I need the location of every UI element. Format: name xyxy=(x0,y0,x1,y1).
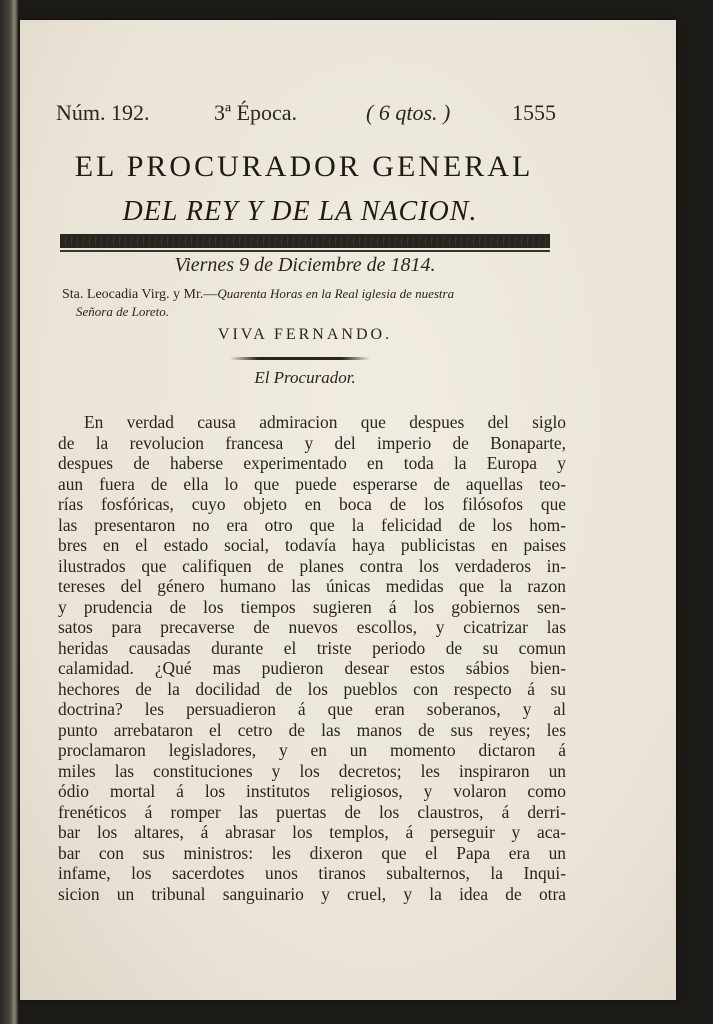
book-spine-edge xyxy=(0,0,18,1024)
issue-date: Viernes 9 de Diciembre de 1814. xyxy=(174,254,436,276)
issue-header xyxy=(56,100,556,130)
article-line: y prudencia de los tiempos sugieren á los gobiernos sen- xyxy=(58,596,566,617)
article-line: miles las constituciones y los decretos; les inspiraron un xyxy=(58,760,566,781)
saints-line-2: Señora de Loreto. xyxy=(76,304,170,319)
quarters-label: ( 6 qtos. ) xyxy=(366,100,451,125)
epoch-label: 3ª Época. xyxy=(214,100,298,125)
article-line: punto arrebataron el cetro de las manos de sus reyes; les xyxy=(58,719,566,740)
masthead-title: EL PROCURADOR GENERAL xyxy=(74,150,534,183)
section-title: El Procurador. xyxy=(254,368,356,387)
ornament-rule xyxy=(230,357,370,360)
newspaper-page xyxy=(20,20,676,1000)
article-body xyxy=(58,412,566,904)
saints-text: Sta. Leocadia Virg. y Mr.— xyxy=(62,287,218,302)
show-through-text xyxy=(560,170,676,450)
article-line: heridas causadas durante el triste periodo de su comun xyxy=(58,637,566,658)
article-line: aun fuera de ella lo que puede esperarse de aquellas teo- xyxy=(58,473,566,494)
article-line: bar los altares, á abrasar los templos, á perseguir y aca- xyxy=(58,822,566,842)
masthead-rule-thin xyxy=(60,250,550,252)
article-line: bres en el estado social, todavía haya publicistas en paises xyxy=(58,535,566,555)
article-line: satos para precaverse de nuevos escollos, y cicatrizar las xyxy=(58,617,566,637)
article-line: ódio mortal á los institutos religiosos, y volaron como xyxy=(58,781,566,801)
article-line: despues de haberse experimentado en toda la Europa y xyxy=(58,453,566,473)
article-line: doctrina? les persuadieron á que eran soberanos, y al xyxy=(58,699,566,719)
saints-line xyxy=(62,286,562,303)
article-line: hechores de la docilidad de los pueblos con respecto á su xyxy=(58,678,566,699)
article-line: frenéticos á romper las puertas de los claustros, á derri- xyxy=(58,801,566,822)
article-line: de la revolucion francesa y del imperio de Bonaparte, xyxy=(58,432,566,453)
masthead-rule-thick xyxy=(60,234,550,248)
article-line: tereses del género humano las únicas medidas que la razon xyxy=(58,576,566,596)
article-line: ilustrados que califiquen de planes contra los verdaderos in- xyxy=(58,555,566,576)
article-line: bar con sus ministros: les dixeron que el Papa era un xyxy=(58,842,566,863)
article-line: sicion un tribunal sanguinario y cruel, y la idea de otra xyxy=(58,883,566,904)
motto: VIVA FERNANDO. xyxy=(217,326,393,343)
saints-italic-text: Quarenta Horas en la Real iglesia de nuestra xyxy=(217,286,455,301)
article-line: proclamaron legisladores, y en un momento dictaron á xyxy=(58,740,566,760)
article-line: calamidad. ¿Qué mas pudieron desear estos sábios bien- xyxy=(58,658,566,678)
masthead-subtitle: DEL REY Y DE LA NACION. xyxy=(122,196,478,227)
article-line: rías fosfóricas, cuyo objeto en boca de los filósofos que xyxy=(58,494,566,514)
issue-number: Núm. 192. xyxy=(56,100,150,125)
article-line: las presentaron no era otro que la felicidad de los hom- xyxy=(58,514,566,535)
page-number: 1555 xyxy=(512,100,556,125)
article-line: infame, los sacerdotes unos tiranos subalternos, la Inqui- xyxy=(58,863,566,883)
article-line: En verdad causa admiracion que despues del siglo xyxy=(84,412,566,432)
